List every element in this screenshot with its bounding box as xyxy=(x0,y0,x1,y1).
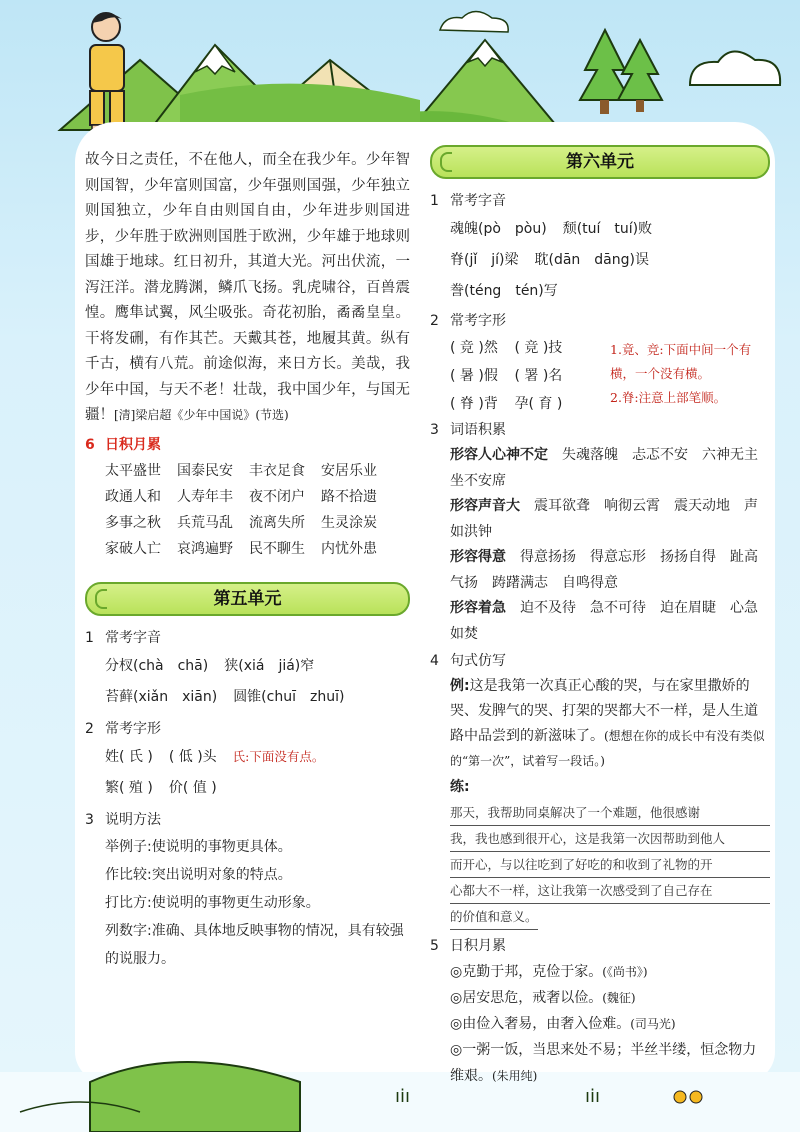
tree-icon xyxy=(618,40,662,112)
unit6-s2-heading: 2 常考字形 xyxy=(430,313,506,329)
passage-citation: [清]梁启超《少年中国说》(节选) xyxy=(114,408,289,422)
idiom-item: 政通人和 xyxy=(105,488,161,505)
idiom-item: 人寿年丰 xyxy=(177,488,233,505)
practice-line: 那天，我帮助同桌解决了一个难题，他很感谢 xyxy=(450,800,770,826)
vocab-group: 形容人心神不定 失魂落魄 忐忑不安 六神无主 坐不安席 xyxy=(450,447,772,489)
pronunciation-item: 分杈(chà chā) xyxy=(105,657,209,674)
glyph-item: ( 低 )头 xyxy=(168,748,217,765)
quote-item: ◎居安思危，戒奢以俭。(魏征) xyxy=(450,990,636,1006)
practice-line: 的价值和意义。 xyxy=(450,904,538,930)
idiom-item: 哀鸿遍野 xyxy=(177,540,233,557)
passage-text: 故今日之责任，不在他人，而全在我少年。少年智则国智，少年富则国富，少年强则国强，少年独立则国独立，少年自由则国自由，少年进步则国进步，少年胜于欧洲则国胜于欧洲，少年雄于地球则国雄于地球。红日初升，其道大光。河出伏流，一泻汪洋。潜龙腾渊，鳞爪飞扬。乳虎啸谷，百兽震惶。鹰隼试翼，风尘吸张。奇花初胎，矞矞皇皇。干将发硎，有作其芒。天戴其苍，地履其黄。纵有千古，横有八荒。前途似海，来日方长。美哉，我少年中国，与天不老！壮哉，我中国少年，与国无疆！[清]梁启超《少年中国说》(节选) xyxy=(85,152,410,423)
method-list xyxy=(85,833,410,973)
glyph-item: 价( 值 ) xyxy=(168,779,217,796)
right-column xyxy=(430,145,770,1089)
glyph-row xyxy=(85,742,410,773)
pronunciation-item: 誊(téng tén)写 xyxy=(450,283,558,299)
pronunciation-row xyxy=(430,245,770,276)
unit5-s1-heading: 1 常考字音 xyxy=(85,629,161,646)
pronunciation-item: 耽(dān dāng)误 xyxy=(534,252,649,268)
idiom-item: 安居乐业 xyxy=(321,462,377,479)
cloud-icon xyxy=(440,12,508,33)
example-block: 例:这是我第一次真正心酸的哭，与在家里撒娇的哭、发脾气的哭、打架的哭都大不一样，是人生道路中品尝到的新滋味了。(想想在你的成长中有没有类似的“第一次”，试着写一段话。) xyxy=(450,678,765,768)
left-column xyxy=(85,148,410,973)
unit6-s4-heading: 4 句式仿写 xyxy=(430,653,506,669)
quote-list xyxy=(430,959,770,1089)
glyph-note: 1.竟、竞:下面中间一个有横，一个没有横。 xyxy=(610,342,752,381)
pronunciation-item: 颓(tuí tuí)败 xyxy=(562,221,653,237)
vocab-group: 形容着急 迫不及待 急不可待 迫在眉睫 心急如焚 xyxy=(450,600,758,642)
unit5-s3-heading: 3 说明方法 xyxy=(85,811,161,828)
unit5-s2-heading: 2 常考字形 xyxy=(85,720,161,737)
pronunciation-row xyxy=(85,682,410,713)
idiom-item: 丰衣足食 xyxy=(249,462,305,479)
unit-5-banner: 第五单元 xyxy=(85,582,410,616)
method-item: 打比方:使说明的事物更生动形象。 xyxy=(105,894,320,911)
practice-line: 而开心，与以往吃到了好吃的和收到了礼物的开 xyxy=(450,852,770,878)
pronunciation-item: 魂魄(pò pòu) xyxy=(450,221,547,237)
glyph-row: ( 脊 )背 孕( 育 ) xyxy=(450,396,563,412)
idiom-grid xyxy=(85,458,410,562)
pronunciation-item: 脊(jǐ jí)梁 xyxy=(450,252,519,268)
idiom-item: 内忧外患 xyxy=(321,540,377,557)
vocab-group: 形容声音大 震耳欲聋 响彻云霄 震天动地 声如洪钟 xyxy=(450,498,758,540)
unit6-s1-heading: 1 常考字音 xyxy=(430,193,506,209)
idiom-item: 国泰民安 xyxy=(177,462,233,479)
practice-line: 我，我也感到很开心，这是我第一次因帮助到他人 xyxy=(450,826,770,852)
method-item: 作比较:突出说明对象的特点。 xyxy=(105,866,292,883)
grass-icon: ıⅰı xyxy=(395,1086,411,1107)
pronunciation-row xyxy=(85,651,410,682)
glyph-item: 繁( 殖 ) xyxy=(105,779,153,796)
pronunciation-row xyxy=(430,276,770,307)
glyph-note: 2.脊:注意上部笔顺。 xyxy=(610,390,727,405)
cloud-icon xyxy=(690,51,780,85)
method-item: 举例子:使说明的事物更具体。 xyxy=(105,838,292,855)
pronunciation-item: 狭(xiá jiá)窄 xyxy=(224,657,315,674)
glyph-item: 姓( 氏 ) xyxy=(105,748,153,765)
method-item: 列数字:准确、具体地反映事物的情况，具有较强的说服力。 xyxy=(105,922,404,967)
glyph-note: 氏:下面没有点。 xyxy=(232,748,325,764)
pronunciation-item: 圆锥(chuī zhuī) xyxy=(233,688,345,705)
idiom-item: 太平盛世 xyxy=(105,462,161,479)
glyph-row xyxy=(85,773,410,804)
grass-icon: ıⅰı xyxy=(585,1086,601,1107)
unit-6-banner: 第六单元 xyxy=(430,145,770,179)
idiom-item: 家破人亡 xyxy=(105,540,161,557)
quote-item: ◎由俭入奢易，由奢入俭难。(司马光) xyxy=(450,1016,676,1032)
glyph-notes xyxy=(610,334,760,418)
idiom-item: 流离失所 xyxy=(249,514,305,531)
practice-line: 心都大不一样，这让我第一次感受到了自己存在 xyxy=(450,878,770,904)
vocab-groups xyxy=(430,443,770,647)
pronunciation-item: 苔藓(xiǎn xiān) xyxy=(105,688,218,705)
practice-block: 练: 那天，我帮助同桌解决了一个难题，他很感谢 我，我也感到很开心，这是我第一次因帮助到他人 而开心，与以往吃到了好吃的和收到了礼物的开 心都大不一样，这让我第一次感受到了自己存在 的价值和意义。 xyxy=(430,774,770,930)
idiom-item: 生灵涂炭 xyxy=(321,514,377,531)
vocab-group: 形容得意 得意扬扬 得意忘形 扬扬自得 趾高气扬 踌躇满志 自鸣得意 xyxy=(450,549,758,591)
glyph-row: ( 竞 )然 ( 竞 )技 xyxy=(450,340,563,356)
idiom-item: 夜不闭户 xyxy=(249,488,305,505)
quote-item: ◎克勤于邦，克俭于家。(《尚书》) xyxy=(450,964,648,980)
idiom-item: 多事之秋 xyxy=(105,514,161,531)
pronunciation-row xyxy=(430,214,770,245)
idiom-item: 民不聊生 xyxy=(249,540,305,557)
glyph-block xyxy=(430,334,770,418)
idiom-item: 兵荒马乱 xyxy=(177,514,233,531)
section-6-heading: 6 日积月累 xyxy=(85,436,161,453)
unit6-s5-heading: 5 日积月累 xyxy=(430,938,506,954)
unit6-s3-heading: 3 词语积累 xyxy=(430,422,506,438)
glyph-row: ( 暑 )假 ( 署 )名 xyxy=(450,368,563,384)
quote-item: ◎一粥一饭，当思来处不易；半丝半缕，恒念物力维艰。(朱用纯) xyxy=(450,1042,757,1084)
idiom-item: 路不拾遗 xyxy=(321,488,377,505)
